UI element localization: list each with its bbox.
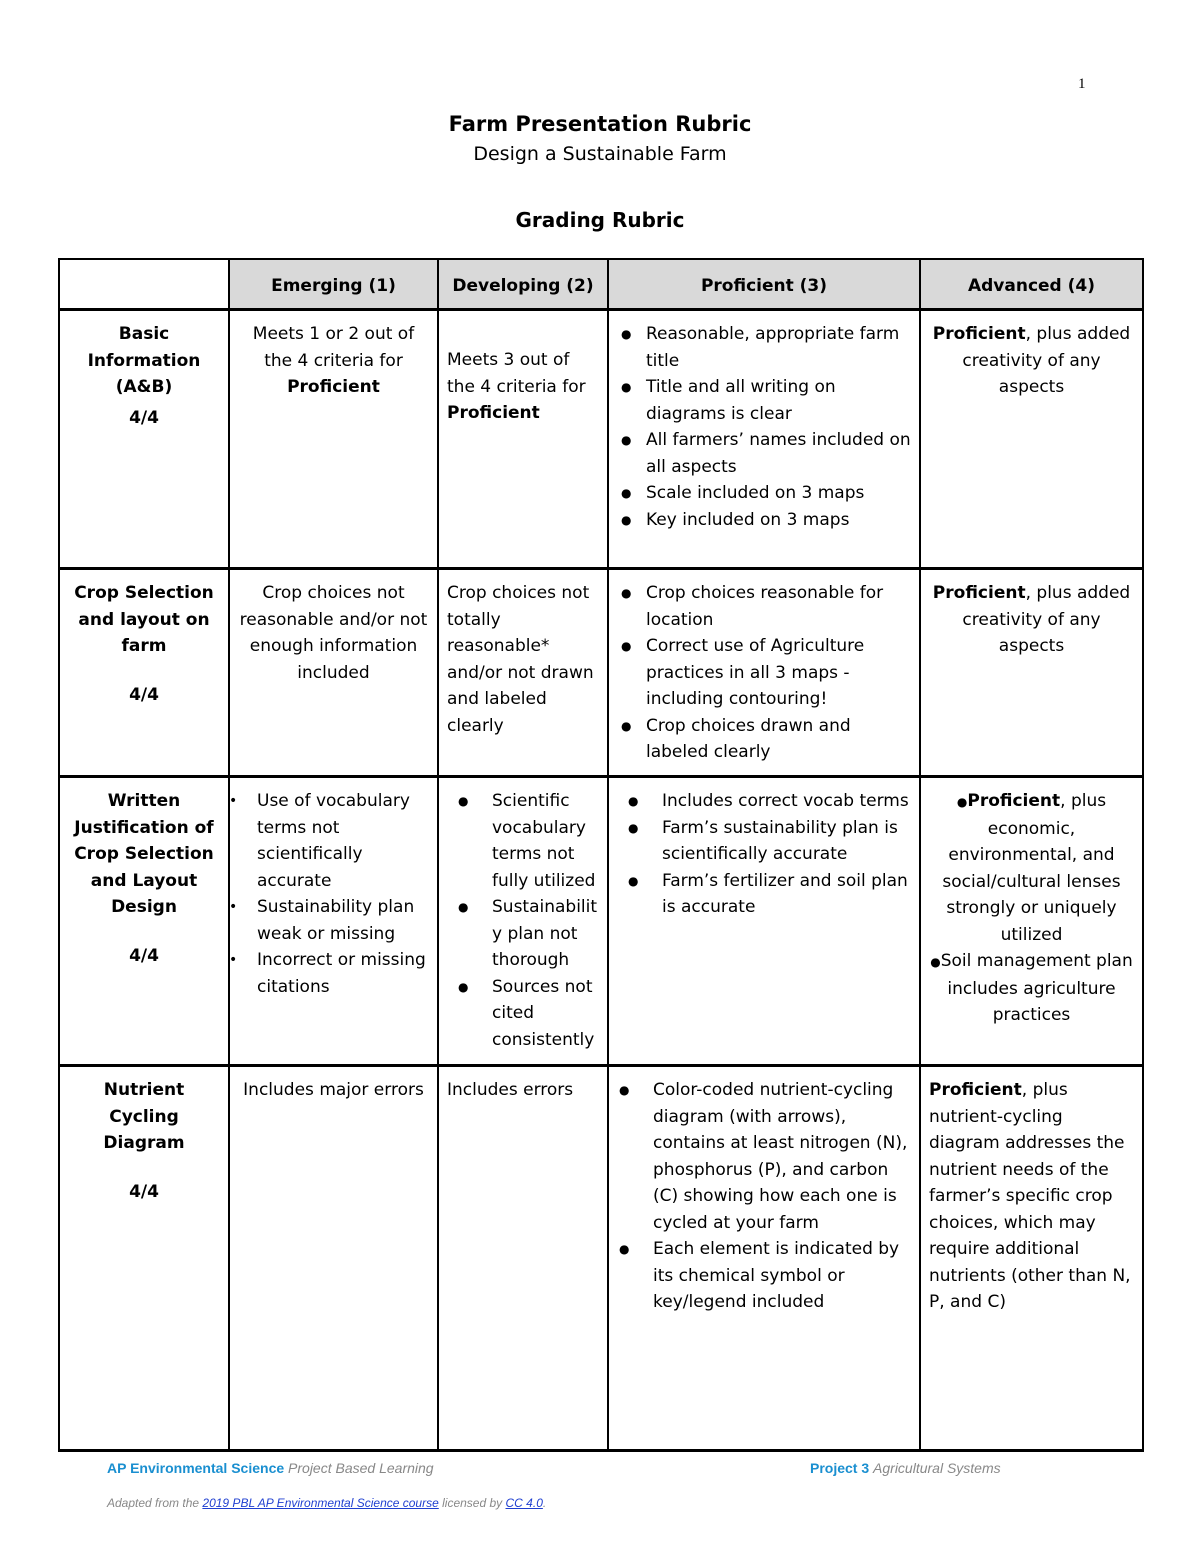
criterion-score: 4/4 xyxy=(129,945,159,966)
rubric-table xyxy=(58,258,1144,1452)
list-item: ● Correct use of Agriculture practices in all 3 maps - including contouring! xyxy=(646,633,911,713)
cell-text-bold: Proficient xyxy=(967,791,1061,811)
bullet-list xyxy=(617,580,911,766)
proficient-cell xyxy=(608,1066,920,1451)
table-row xyxy=(59,1066,1143,1451)
bullet-list xyxy=(929,788,1134,1029)
attribution-text: Adapted from the xyxy=(107,1496,200,1510)
list-item: ● Color-coded nutrient-cycling diagram (with arrows), contains at least nitrogen (N), phosphorus (P), and carbon (C) showing how each one is cycled at your farm xyxy=(653,1077,911,1236)
emerging-cell: Includes major errors xyxy=(229,1066,438,1451)
cell-text-bold: Proficient xyxy=(447,403,540,423)
criterion-line: Diagram xyxy=(103,1133,185,1153)
footer-project xyxy=(810,1460,1001,1476)
bullet-list xyxy=(617,321,911,533)
proficient-cell xyxy=(608,310,920,569)
advanced-cell xyxy=(920,310,1143,569)
criterion-label xyxy=(68,321,220,401)
bullet-list xyxy=(617,788,911,921)
developing-cell xyxy=(438,777,608,1066)
cell-text-bold: Proficient xyxy=(932,324,1026,344)
footer-course-name: AP Environmental Science xyxy=(107,1460,285,1476)
section-title: Grading Rubric xyxy=(515,208,685,232)
criterion-cell xyxy=(59,569,229,777)
table-row xyxy=(59,569,1143,777)
footer-course-type: Project Based Learning xyxy=(288,1460,434,1476)
developing-cell: Includes errors xyxy=(438,1066,608,1451)
criterion-line: Information xyxy=(87,350,201,371)
list-item: ● Crop choices drawn and labeled clearly xyxy=(646,713,911,766)
license-link[interactable]: CC 4.0 xyxy=(505,1496,543,1510)
list-item: ● Farm’s fertilizer and soil plan is accurate xyxy=(662,868,911,921)
list-item: ● Each element is indicated by its chemical symbol or key/legend included xyxy=(653,1236,911,1316)
criterion-line: (A&B) xyxy=(115,377,173,397)
advanced-cell xyxy=(920,569,1143,777)
developing-cell xyxy=(438,310,608,569)
list-item: ● Includes correct vocab terms xyxy=(662,788,911,815)
emerging-cell xyxy=(229,310,438,569)
cell-text-bold: Proficient xyxy=(287,377,380,397)
advanced-cell xyxy=(920,777,1143,1066)
list-item: ● Reasonable, appropriate farm title xyxy=(646,321,911,374)
cell-text: Meets 1 or 2 out of xyxy=(252,324,415,344)
list-item xyxy=(929,788,1134,948)
cell-text-bold: Proficient xyxy=(929,1080,1022,1100)
criterion-line: Crop Selection xyxy=(74,583,214,603)
proficient-cell xyxy=(608,569,920,777)
attribution-text: licensed by xyxy=(442,1496,503,1510)
page-title: Farm Presentation Rubric xyxy=(448,112,752,136)
proficient-cell xyxy=(608,777,920,1066)
criterion-cell xyxy=(59,777,229,1066)
criterion-line: Basic xyxy=(118,324,170,344)
criterion-score: 4/4 xyxy=(129,1181,159,1202)
list-item: ● Scientific vocabulary terms not fully utilized xyxy=(492,788,599,894)
list-item: ● Farm’s sustainability plan is scientifically accurate xyxy=(662,815,911,868)
footer-course xyxy=(107,1460,434,1476)
bullet-list xyxy=(238,788,429,1000)
list-item: ● Crop choices reasonable for location xyxy=(646,580,911,633)
list-item: • Use of vocabulary terms not scientifically accurate xyxy=(257,788,429,894)
table-row xyxy=(59,777,1143,1066)
rubric-table-container xyxy=(58,258,1142,1452)
criterion-score: 4/4 xyxy=(129,684,159,705)
criterion-line: Written xyxy=(107,791,181,811)
column-header-developing: Developing (2) xyxy=(438,259,608,310)
bullet-list xyxy=(617,1077,911,1316)
cell-text-bold: Proficient xyxy=(932,583,1026,603)
page-number: 1 xyxy=(1078,76,1086,92)
cell-text: Meets 3 out of xyxy=(447,350,570,370)
criterion-score: 4/4 xyxy=(129,407,159,428)
header-blank-cell xyxy=(59,259,229,310)
criterion-line: Crop Selection xyxy=(74,844,214,864)
list-item: ● Title and all writing on diagrams is clear xyxy=(646,374,911,427)
list-item: ● Scale included on 3 maps xyxy=(646,480,911,507)
criterion-line: Nutrient Cycling xyxy=(103,1080,185,1127)
course-link[interactable]: 2019 PBL AP Environmental Science course xyxy=(202,1496,439,1510)
criterion-line: Justification of xyxy=(74,817,214,838)
list-item: ● Key included on 3 maps xyxy=(646,507,911,534)
column-header-advanced: Advanced (4) xyxy=(920,259,1143,310)
list-item: • Sustainability plan weak or missing xyxy=(257,894,429,947)
table-row xyxy=(59,310,1143,569)
column-header-proficient: Proficient (3) xyxy=(608,259,920,310)
page-subtitle: Design a Sustainable Farm xyxy=(473,143,727,165)
footer-project-topic: Agricultural Systems xyxy=(873,1460,1001,1476)
column-header-emerging: Emerging (1) xyxy=(229,259,438,310)
list-item: • Incorrect or missing citations xyxy=(257,947,429,1000)
list-item: ● Soil management plan includes agriculture practices xyxy=(929,948,1134,1029)
cell-text: the 4 criteria for xyxy=(264,350,403,371)
footer-project-number: Project 3 xyxy=(810,1460,870,1476)
criterion-line: farm xyxy=(121,636,167,656)
list-item: ● All farmers’ names included on all aspects xyxy=(646,427,911,480)
criterion-cell xyxy=(59,310,229,569)
list-item: ● Sources not cited consistently xyxy=(492,974,599,1054)
criterion-line: and layout on xyxy=(78,609,210,630)
criterion-line: Design xyxy=(111,897,177,917)
emerging-cell xyxy=(229,777,438,1066)
emerging-cell: Crop choices not reasonable and/or not enough information included xyxy=(229,569,438,777)
cell-text: , plus added creativity of any aspects xyxy=(962,583,1131,656)
attribution-text: . xyxy=(542,1496,547,1510)
header-row xyxy=(59,259,1143,310)
cell-text: , plus economic, environmental, and social/cultural lenses strongly or uniquely utilized xyxy=(942,791,1121,945)
criterion-cell xyxy=(59,1066,229,1451)
criterion-line: and Layout xyxy=(90,870,198,891)
developing-cell: Crop choices not totally reasonable* and/or not drawn and labeled clearly xyxy=(438,569,608,777)
attribution-line xyxy=(107,1496,546,1510)
advanced-cell xyxy=(920,1066,1143,1451)
cell-text: the 4 criteria for xyxy=(447,376,586,397)
list-item: ● Sustainabilit y plan not thorough xyxy=(492,894,599,974)
bullet-list xyxy=(447,788,599,1053)
cell-text: , plus added creativity of any aspects xyxy=(962,324,1131,397)
cell-text: , plus nutrient-cycling diagram addresses the nutrient needs of the farmer’s specific crop choices, which may require additional nutrients (other than N, P, and C) xyxy=(929,1080,1131,1312)
